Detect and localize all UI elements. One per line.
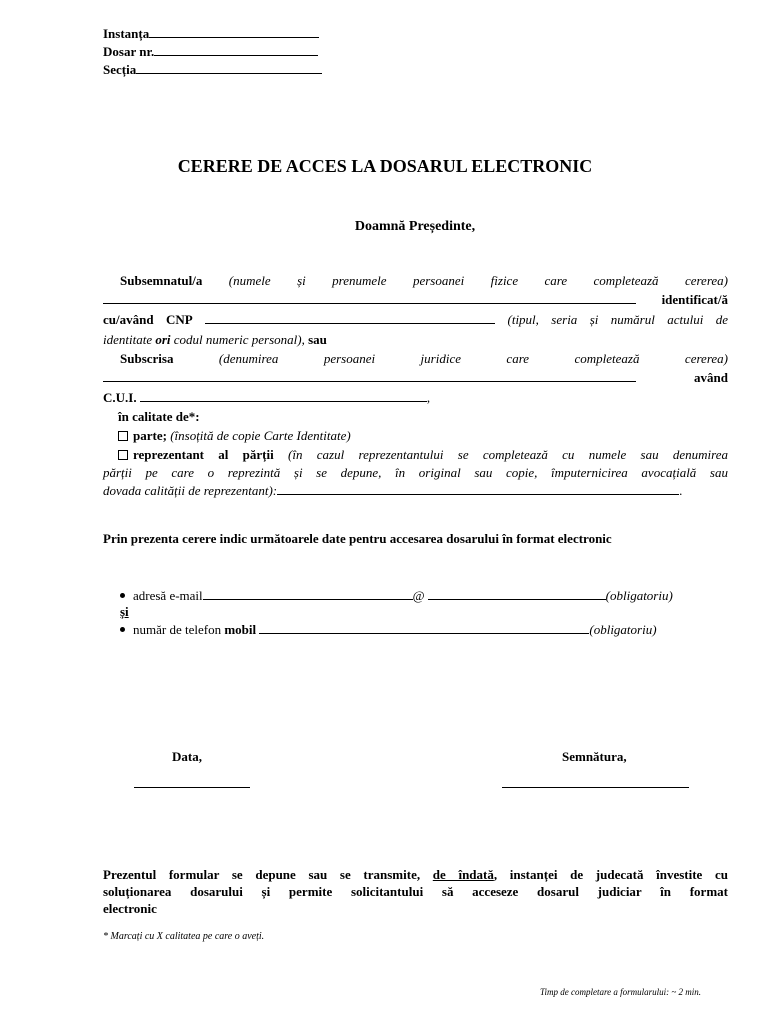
reprezentant-label: reprezentant al părții (133, 447, 274, 462)
identitate-line (103, 330, 327, 349)
cnp-line (103, 310, 728, 329)
bullet-icon (120, 593, 125, 598)
tipul-note: (tipul, seria și numărul actului de (507, 312, 729, 327)
at-sign: @ (412, 588, 425, 603)
data-label: Data, (172, 749, 202, 764)
footer-text-1: Prezentul formular se depune sau se transmite, (103, 867, 421, 882)
cui-line: C.U.I. , (103, 390, 431, 405)
subscrisa-label: Subscrisa (120, 351, 174, 366)
identitate-text-2: codul numeric personal), (173, 332, 305, 347)
reprezentant-note-3: dovada calității de reprezentant): (103, 483, 278, 498)
name-field[interactable] (103, 292, 636, 304)
email-user-field[interactable] (203, 588, 413, 600)
footer-line-3: electronic (103, 901, 157, 916)
instanta-field[interactable] (149, 26, 319, 38)
ori-text: ori (155, 332, 171, 347)
avand-label: având (694, 370, 728, 385)
phone-label: număr de telefon (133, 622, 222, 637)
sectia-label: Secția (103, 62, 137, 77)
subsemnatul-line (120, 271, 728, 290)
subscrisa-line (120, 349, 728, 368)
parte-label: parte; (133, 428, 167, 443)
instanta-label: Instanța (103, 26, 150, 41)
reprezentant-note-1: (în cazul reprezentantului se completează cu numele sau denumirea (288, 447, 729, 462)
prin-prezenta-text: Prin prezenta cerere indic următoarele date pentru accesarea dosarului în format electronic (103, 531, 612, 546)
avand-line (103, 368, 728, 387)
identificat-label: identificat/ă (661, 292, 728, 307)
parte-checkbox[interactable] (118, 431, 128, 441)
sau-text: sau (308, 332, 327, 347)
cui-label: C.U.I. (103, 390, 137, 405)
parte-note: (însoțită de copie Carte Identitate) (170, 428, 351, 443)
email-line (120, 587, 673, 605)
cui-field[interactable] (140, 390, 427, 402)
completion-time: Timp de completare a formularului: ~ 2 min. (540, 987, 702, 997)
header-sectia (103, 62, 322, 78)
email-obligatoriu: (obligatoriu) (605, 588, 673, 603)
header-dosar (103, 44, 318, 60)
cnp-label: cu/având CNP (103, 312, 193, 327)
email-label: adresă e-mail (133, 588, 203, 603)
phone-line (120, 621, 657, 639)
semnatura-field[interactable] (502, 787, 689, 788)
identitate-text: identitate (103, 332, 153, 347)
document-title: CERERE DE ACCES LA DOSARUL ELECTRONIC (177, 156, 593, 176)
salutation: Doamnă Președinte, (354, 219, 476, 234)
phone-mobil-label: mobil (224, 622, 257, 637)
footnote: * Marcați cu X calitatea pe care o aveți. (103, 931, 265, 942)
reprezentant-note-3-line: dovada calității de reprezentant): . (103, 483, 683, 498)
si-text: și (120, 604, 129, 619)
footer-line-2: soluționarea dosarului și permite solicitantului să acceseze dosarul judiciar în format (103, 884, 728, 899)
phone-field[interactable] (259, 622, 589, 634)
reprezentant-note-2: părții pe care o reprezintă și se depune, în original sau copie, împuternicirea avocațială sau (103, 465, 728, 480)
footer-text-2: , instanței de judecată învestite cu (493, 867, 729, 882)
phone-obligatoriu: (obligatoriu) (589, 622, 657, 637)
reprezentant-checkbox[interactable] (118, 450, 128, 460)
cnp-field[interactable] (205, 312, 495, 324)
identificat-line (103, 290, 728, 309)
subscrisa-note: (denumirea persoanei juridice care completează cererea) (218, 351, 728, 366)
sectia-field[interactable] (136, 62, 322, 74)
bullet-icon (120, 627, 125, 632)
dosar-field[interactable] (154, 44, 318, 56)
data-field[interactable] (134, 787, 250, 788)
reprezentant-field[interactable] (277, 483, 679, 495)
reprezentant-line (118, 445, 728, 464)
email-domain-field[interactable] (428, 588, 606, 600)
header-instanta (103, 26, 319, 42)
subsemnatul-note: (numele și prenumele persoanei fizice care completează cererea) (228, 273, 729, 288)
dosar-label: Dosar nr. (103, 44, 155, 59)
company-field[interactable] (103, 370, 636, 382)
in-calitate-label: în calitate de*: (118, 409, 200, 424)
semnatura-label: Semnătura, (562, 749, 627, 764)
parte-line (118, 426, 351, 445)
de-indata-text: de îndată (432, 867, 494, 882)
subsemnatul-label: Subsemnatul/a (120, 273, 203, 288)
